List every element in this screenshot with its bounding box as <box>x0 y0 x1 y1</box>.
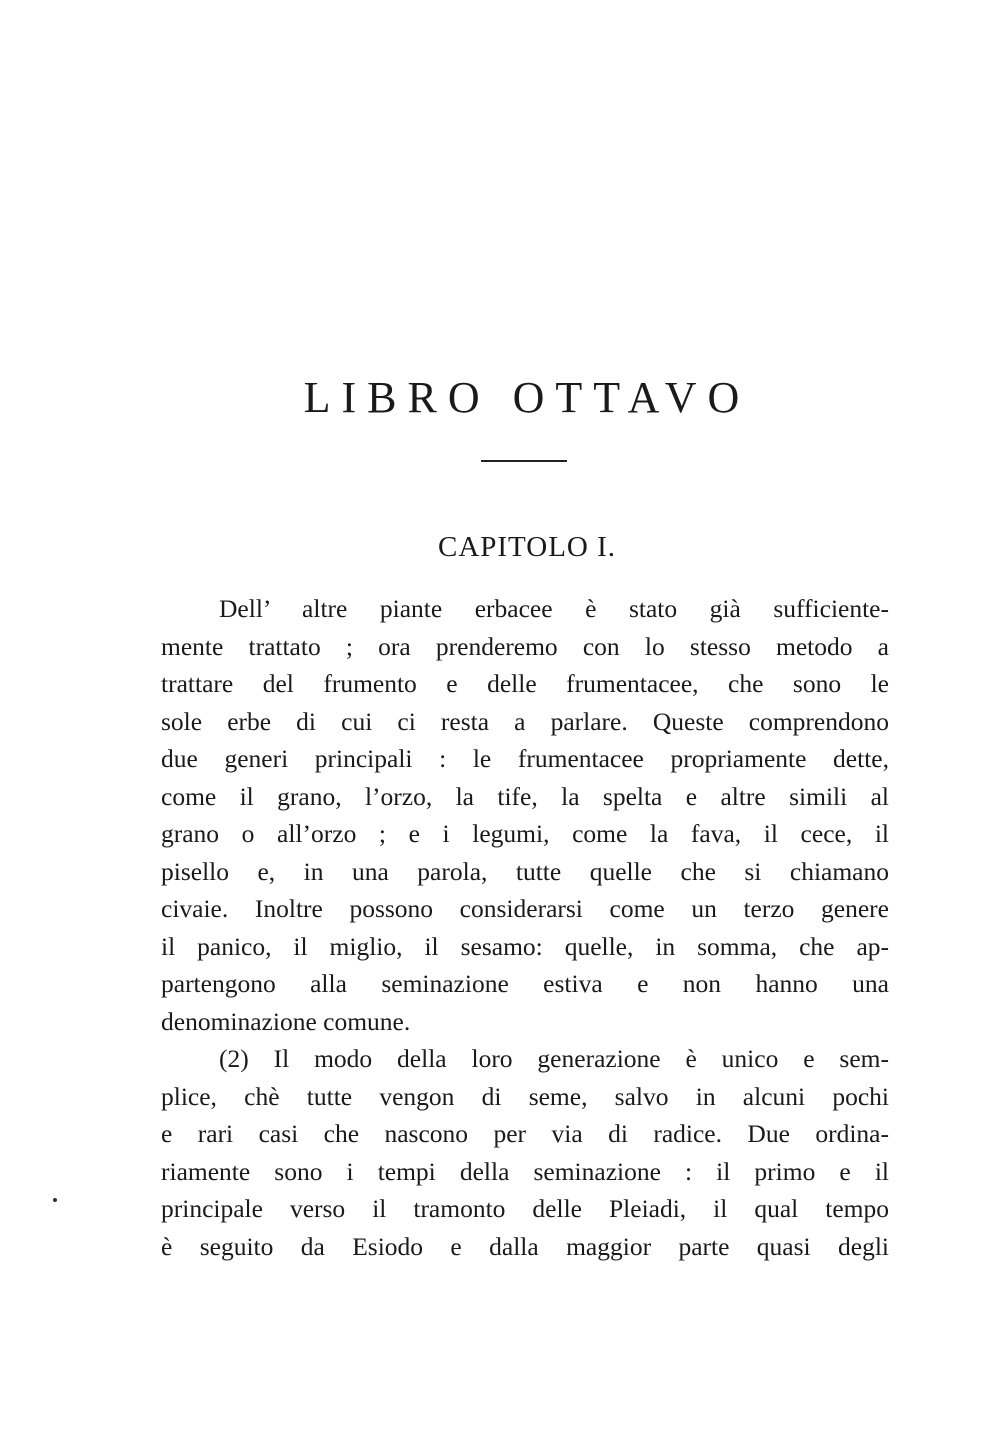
text-line: e rari casi che nascono per via di radice. Due ordina- <box>161 1119 889 1148</box>
text-line: è seguito da Esiodo e dalla maggior parte quasi degli <box>161 1231 889 1261</box>
book-title: LIBRO OTTAVO <box>303 373 751 422</box>
text-line: principale verso il tramonto delle Pleiadi, il qual tempo <box>161 1194 889 1223</box>
text-line: due generi principali : le frumentacee propriamente dette, <box>161 744 889 773</box>
text-line: pisello e, in una parola, tutte quelle che si chiamano <box>161 856 889 886</box>
body-text <box>161 590 889 1265</box>
text-line: come il grano, l’orzo, la tife, la spelta e altre simili al <box>161 781 889 811</box>
text-line: denominazione comune. <box>161 1006 411 1036</box>
text-line: partengono alla seminazione estiva e non hanno una <box>161 969 889 998</box>
chapter-heading: CAPITOLO I. <box>437 531 617 563</box>
text-line: Dell’ altre piante erbacee è stato già sufficiente- <box>219 594 889 623</box>
ink-speck <box>53 1198 57 1202</box>
text-line: il panico, il miglio, il sesamo: quelle, in somma, che ap- <box>161 931 889 961</box>
text-line: plice, chè tutte vengon di seme, salvo in alcuni pochi <box>161 1081 889 1111</box>
text-line: (2) Il modo della loro generazione è unico e sem- <box>219 1044 889 1073</box>
text-line: grano o all’orzo ; e i legumi, come la fava, il cece, il <box>161 819 889 848</box>
text-line: trattare del frumento e delle frumentacee, che sono le <box>161 669 889 698</box>
text-line: riamente sono i tempi della seminazione : il primo e il <box>161 1156 889 1186</box>
text-line: sole erbe di cui ci resta a parlare. Queste comprendono <box>161 706 889 736</box>
title-divider <box>481 460 567 462</box>
text-line: civaie. Inoltre possono considerarsi come un terzo genere <box>161 894 889 923</box>
text-line: mente trattato ; ora prenderemo con lo stesso metodo a <box>161 631 889 661</box>
